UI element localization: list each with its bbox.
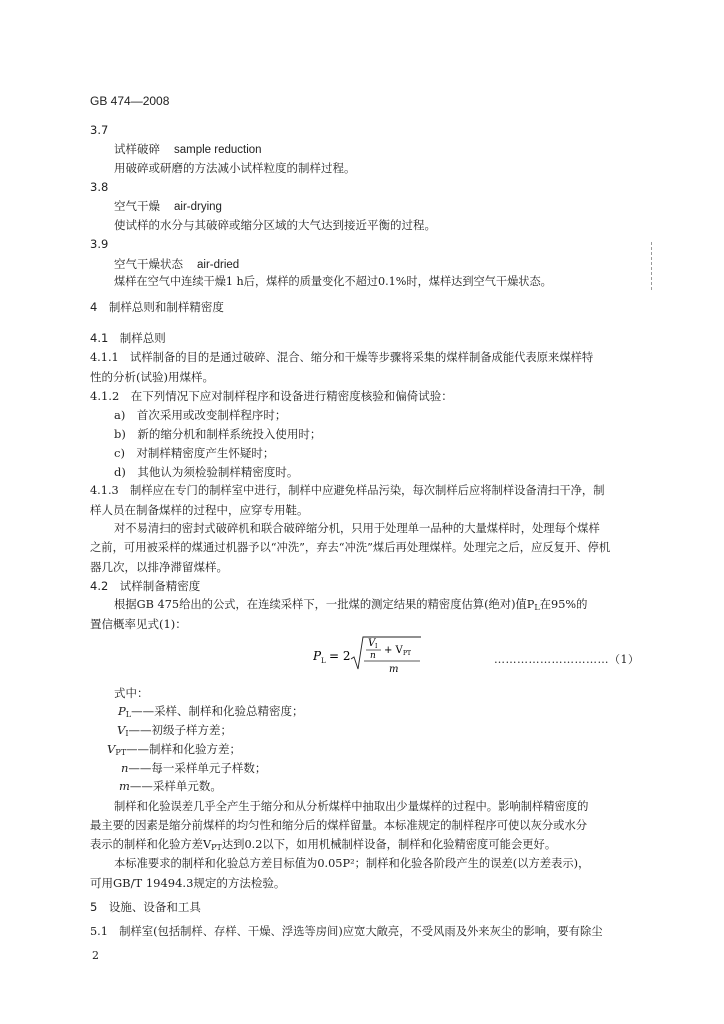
clause-3-7-definition: 用破碎或研磨的方法减小试样粒度的制样过程。 [114,161,356,175]
variable-description: ——采样、制样和化验总精密度； [131,704,304,718]
clause-3-9-definition: 煤样在空气中连续干燥1 h后，煤样的质量变化不超过0.1%时，煤样达到空气干燥状态。 [114,275,552,288]
variable-subscript: L [125,710,132,719]
standard-header: GB 474—2008 [90,94,170,108]
precision-formula [313,635,423,675]
svg-text:+ V: + V [384,645,403,656]
clause-3-7-term: 试样破碎 [114,142,160,156]
page-number: 2 [92,949,99,962]
variable-pl [118,703,304,723]
clause-3-7-term-line [114,141,262,158]
precision-para1-line1: 制样和化验误差几乎全产生于缩分和从分析煤样中抽取出少量煤样的过程中。影响制样精密度的 [114,800,589,813]
clause-3-8-term: 空气干燥 [114,199,160,213]
clause-3-8-term-en: air-drying [174,201,222,213]
section-4-title: 4 制样总则和制样精密度 [90,300,224,314]
variable-vpt [107,741,241,761]
section-5-title: 5 设施、设备和工具 [90,900,201,914]
precision-para2-line1: 本标准要求的制样和化验总方差目标值为0.05P²；制样和化验各阶段产生的误差(以方差表示)， [114,857,590,870]
variable-vi [117,722,232,742]
variable-symbol: m [119,779,130,793]
clause-4-1-3-line3: 对不易清扫的密封式破碎机和联合破碎缩分机，只用于处理单一品种的大量煤样时，处理每个煤样 [114,522,600,535]
clause-4-1-1-line2: 性的分析(试验)用煤样。 [90,370,214,384]
clause-4-2-line1 [114,597,587,616]
clause-4-2-line1-text: 根据GB 475给出的公式，在连续采样下，一批煤的测定结果的精密度估算(绝对)值P [114,598,535,611]
clause-3-8-number: 3.8 [90,180,109,194]
para1-line3-tail: 达到0.2以下，如用机械制样设备，制样和化验精密度可能会更好。 [221,838,557,851]
variable-description: ——采样单元数。 [129,779,222,793]
variable-symbol: V [117,723,126,737]
precision-para1-line3 [90,837,556,856]
list-item-c: c) 对制样精密度产生怀疑时； [114,446,275,460]
list-item-a: a) 首次采用或改变制样程序时； [114,408,287,422]
clause-4-1-3-line1: 4.1.3 制样应在专门的制样室中进行，制样中应避免样品污染，每次制样后应将制样设备清扫干净，制 [90,484,605,497]
precision-para2-line2: 可用GB/T 19494.3规定的方法检验。 [90,876,286,890]
svg-text:V: V [368,638,376,649]
section-4-2-title: 4.2 试样制备精密度 [90,579,201,593]
svg-text:m: m [389,664,399,675]
clause-3-7-number: 3.7 [90,123,109,137]
vpt-subscript: PT [211,843,222,852]
clause-3-9-term: 空气干燥状态 [114,257,183,271]
list-item-d: d) 其他认为须检验制样精密度时。 [114,465,299,479]
clause-3-8-term-line [114,198,222,215]
section-4-1-title: 4.1 制样总则 [90,331,166,345]
svg-text:L: L [321,657,326,665]
pl-subscript: L [534,603,540,612]
variable-description: ——初级子样方差； [128,723,232,737]
clause-4-1-3-line4: 之前，可用被采样的煤通过机器予以“冲洗”，弃去“冲洗”煤后再处理煤样。处理完之后，应反复开、停机 [90,541,611,554]
clause-4-1-3-line2: 样人员在制备煤样的过程中，应穿专用鞋。 [90,503,309,517]
svg-text:P: P [313,649,322,663]
clause-4-1-3-line5: 器几次，以排净滞留煤样。 [90,560,228,574]
margin-change-bar [651,242,652,290]
svg-text:I: I [375,643,378,650]
para1-line3-text: 表示的制样和化验方差V [90,838,212,851]
variable-symbol: V [107,742,116,756]
clause-3-9-term-line [114,256,239,273]
variable-subscript: PT [115,748,127,757]
variable-subscript: I [125,729,129,738]
formula-graphic [313,635,423,675]
variable-description: ——制样和化验方差； [126,742,242,756]
variables-intro: 式中： [114,686,149,700]
clause-4-1-1-line1: 4.1.1 试样制备的目的是通过破碎、混合、缩分和干燥等步骤将采集的煤样制备成能代表原来煤样特 [90,351,594,364]
variable-description: ——每一采样单元子样数； [128,761,267,775]
clause-4-1-2-intro: 4.1.2 在下列情况下应对制样程序和设备进行精密度核验和偏倚试验： [90,389,453,403]
clause-4-2-line1-tail: 在95%的 [539,598,588,611]
svg-text:= 2: = 2 [329,649,351,663]
svg-text:PT: PT [403,650,412,657]
clause-3-8-definition: 使试样的水分与其破碎或缩分区域的大气达到接近平衡的过程。 [114,218,436,232]
clause-4-2-line2: 置信概率见式(1)： [90,617,187,631]
list-item-b: b) 新的缩分机和制样系统投入使用时； [114,427,322,441]
svg-text:n: n [370,651,376,661]
clause-3-9-term-en: air-dried [197,259,240,271]
clause-5-1-line1: 5.1 制样室(包括制样、存样、干燥、浮选等房间)应宽大敞亮，不受风雨及外来灰尘的影响，要有除尘 [90,925,603,938]
variable-m [119,778,222,794]
variable-symbol: P [118,704,126,718]
variable-symbol: n [121,761,129,775]
variable-n [121,760,266,776]
formula-number: …………………………（1） [494,653,640,666]
precision-para1-line2: 最主要的因素是缩分前煤样的均匀性和缩分后的煤样留量。本标准规定的制样程序可使以灰分或水分 [90,819,588,832]
clause-3-9-number: 3.9 [90,237,109,251]
clause-3-7-term-en: sample reduction [174,144,262,156]
